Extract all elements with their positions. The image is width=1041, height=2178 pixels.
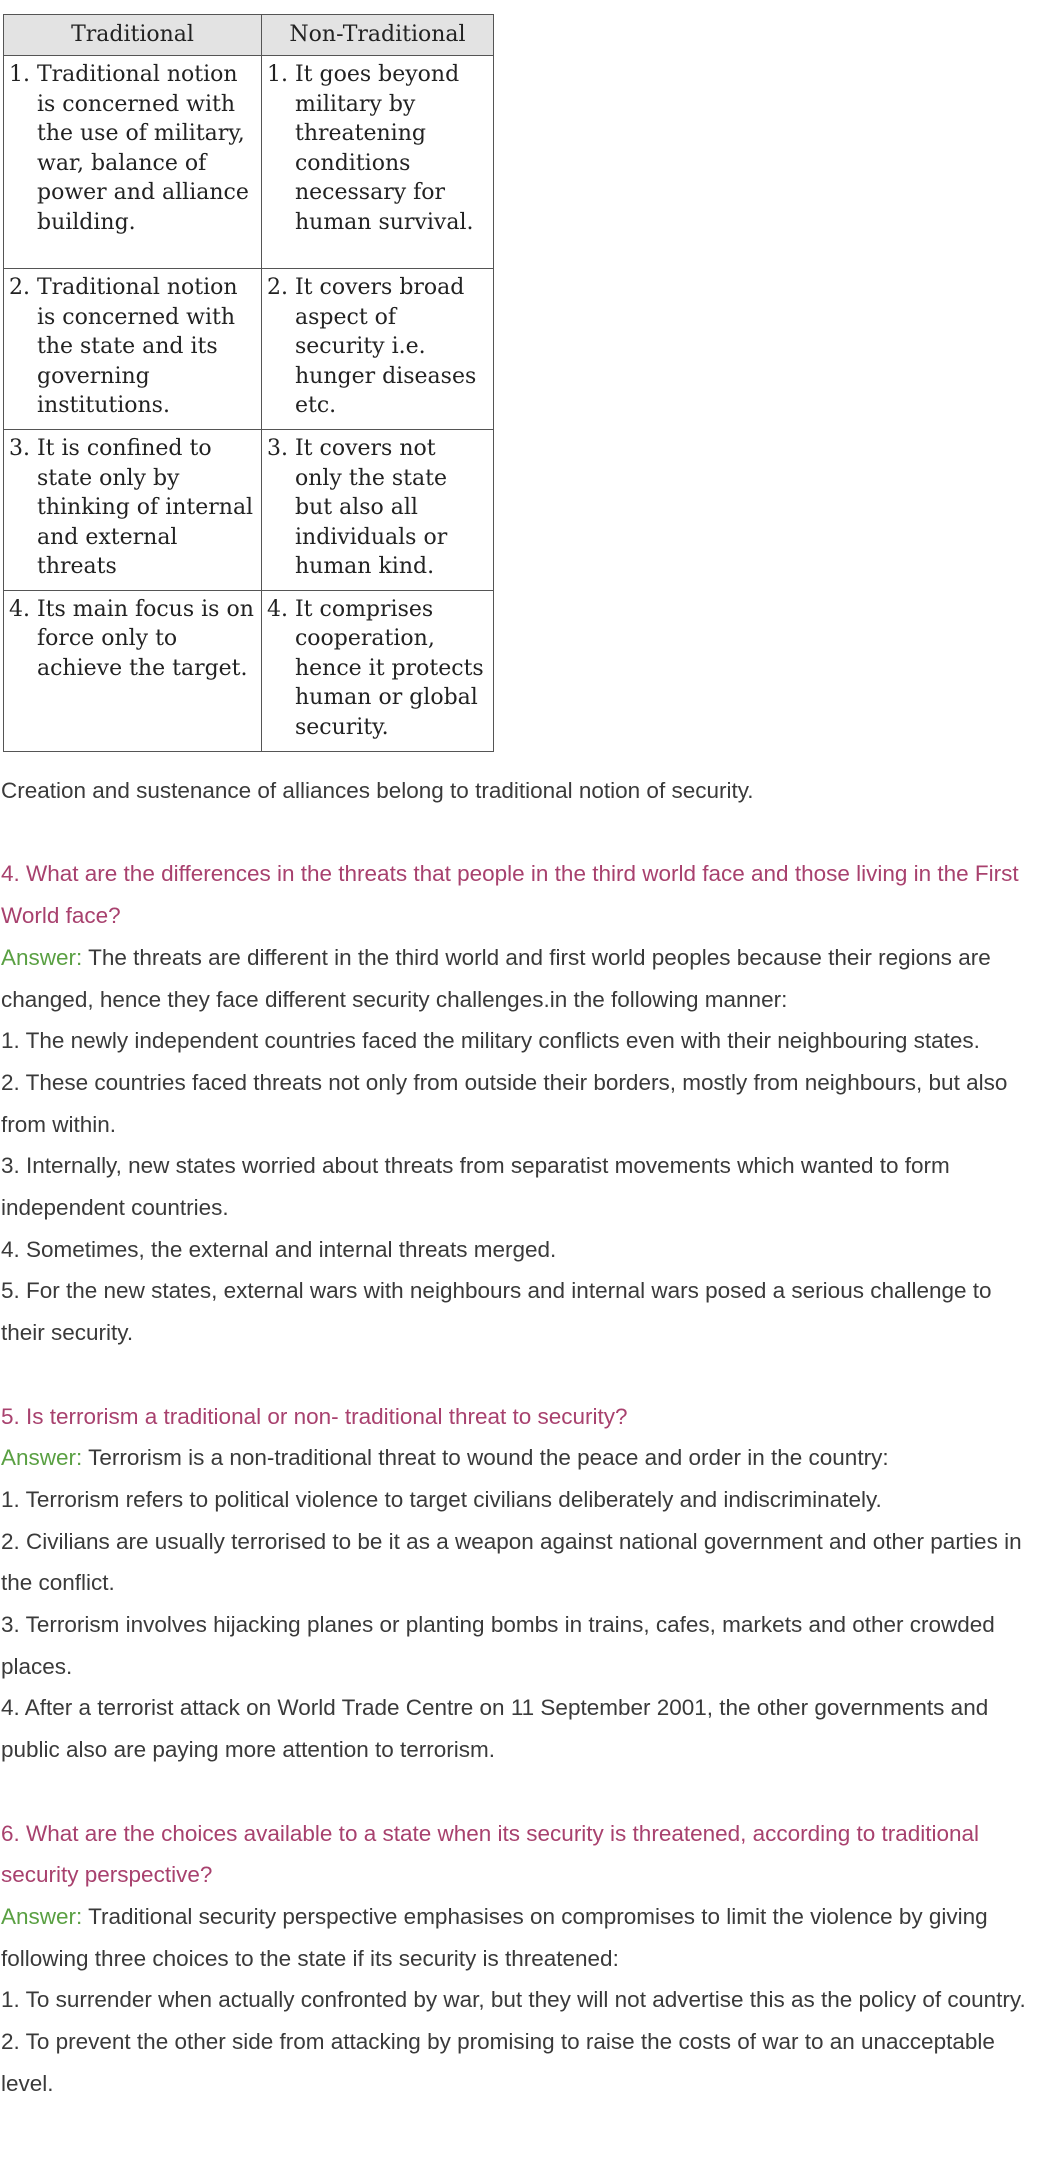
list-item: 2. To prevent the other side from attacking by promising to raise the costs of war to an unacceptable level. [1, 2029, 995, 2096]
table-row [4, 56, 494, 269]
item-number: 1. [267, 62, 295, 87]
list-item: 4. After a terrorist attack on World Trade Centre on 11 September 2001, the other governments and public also are paying more attention to terrorism. [1, 1695, 989, 1763]
item-number: 3. [267, 436, 295, 461]
answer-text: Traditional security perspective emphasises on compromises to limit the violence by giving following three choices to the state if its security is threatened: [1, 1903, 988, 1971]
question-4: 4. What are the differences in the threats that people in the third world face and those living in the First World face? [1, 861, 1019, 929]
cell-text: Its main focus is on force only to achieve the target. [36, 596, 254, 681]
comparison-table-image [3, 14, 493, 752]
item-number: 4. [267, 596, 295, 622]
table-cell [262, 590, 494, 751]
item-number: 4. [9, 596, 37, 622]
article-body [1, 770, 1037, 2104]
answer-5 [1, 1437, 1037, 1479]
table-cell [4, 269, 262, 430]
table-cell [262, 56, 494, 269]
answer-text: Terrorism is a non-traditional threat to wound the peace and order in the country: [82, 1445, 889, 1471]
table-header-row [4, 15, 494, 56]
list-item: 1. To surrender when actually confronted by war, but they will not advertise this as the policy of country. [1, 1987, 1026, 2013]
table-cell [4, 590, 262, 751]
list-item: 3. Terrorism involves hijacking planes or planting bombs in trains, cafes, markets and other crowded places. [1, 1612, 995, 1679]
cell-text: It comprises cooperation, hence it protects human or global security. [294, 596, 484, 740]
list-item: 3. Internally, new states worried about threats from separatist movements which wanted to form independent countries. [1, 1153, 950, 1221]
table-cell [4, 430, 262, 591]
cell-text: It covers not only the state but also all individuals or human kind. [294, 436, 448, 579]
header-non-traditional: Non-Traditional [262, 15, 494, 56]
list-item: 1. The newly independent countries faced the military conflicts even with their neighbouring states. [1, 1028, 980, 1054]
table-cell [262, 269, 494, 430]
list-item: 2. These countries faced threats not only from outside their borders, mostly from neighbours, but also from within. [1, 1069, 1008, 1137]
item-number: 1. [9, 62, 37, 87]
table-cell [4, 56, 262, 269]
list-item: 5. For the new states, external wars with neighbours and internal wars posed a serious challenge to their security. [1, 1278, 992, 1346]
item-number: 3. [9, 436, 37, 461]
header-traditional: Traditional [4, 15, 262, 56]
cell-text: Traditional notion is concerned with the state and its governing institutions. [36, 275, 238, 418]
cell-text: It covers broad aspect of security i.e. hunger diseases etc. [294, 275, 477, 418]
answer-text: The threats are different in the third world and first world peoples because their regions are changed, hence they face different security challenges.in the following manner: [1, 944, 991, 1012]
item-number: 2. [267, 275, 295, 300]
item-number: 2. [9, 275, 37, 300]
comparison-table [3, 14, 494, 752]
question-6: 6. What are the choices available to a state when its security is threatened, according to traditional security perspective? [1, 1820, 980, 1888]
list-item: 1. Terrorism refers to political violence to target civilians deliberately and indiscriminately. [1, 1486, 882, 1512]
table-row [4, 269, 494, 430]
cell-text: It is confined to state only by thinking of internal and external threats [36, 436, 254, 579]
list-item: 4. Sometimes, the external and internal threats merged. [1, 1236, 557, 1262]
question-5: 5. Is terrorism a traditional or non- traditional threat to security? [1, 1403, 628, 1429]
cell-text: It goes beyond military by threatening conditions necessary for human survival. [294, 62, 474, 235]
table-row [4, 590, 494, 751]
answer-label: Answer: [1, 944, 83, 970]
table-caption: Creation and sustenance of alliances belong to traditional notion of security. [1, 778, 754, 803]
list-item: 2. Civilians are usually terrorised to be it as a weapon against national government and other parties in the conflict. [1, 1528, 1022, 1596]
answer-label: Answer: [1, 1445, 83, 1471]
table-row [4, 430, 494, 591]
answer-4 [1, 937, 1037, 1020]
table-cell [262, 430, 494, 591]
cell-text: Traditional notion is concerned with the use of military, war, balance of power and alliance building. [36, 62, 249, 235]
answer-6 [1, 1896, 1037, 1979]
answer-label: Answer: [1, 1903, 83, 1929]
